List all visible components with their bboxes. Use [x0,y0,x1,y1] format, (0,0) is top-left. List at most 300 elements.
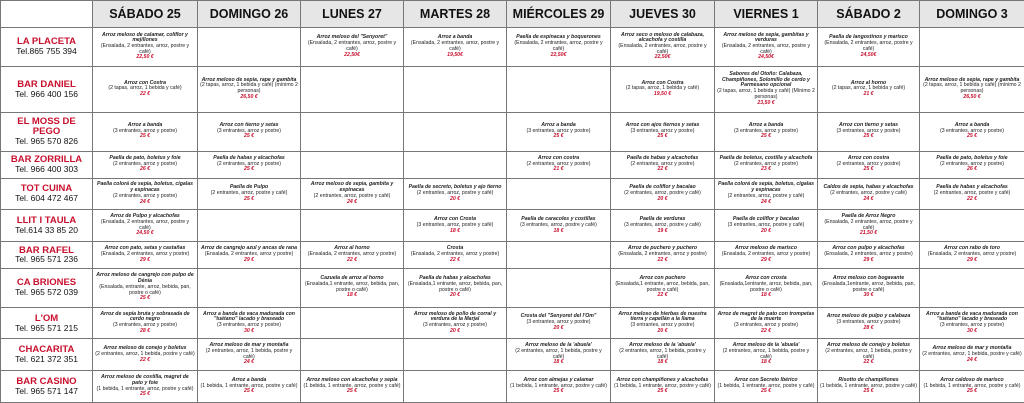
menu-dish: Arroz con pulpo y alcachofas [832,245,905,252]
menu-price: 22 € [863,359,874,366]
menu-price: 23 € [760,166,772,173]
menu-cell [611,339,715,371]
menu-details: (2 tapas, arroz, 1 bebida y café) [625,85,700,92]
restaurant-cell [1,339,93,371]
menu-cell [818,66,920,112]
corner-cell [1,1,93,28]
menu-cell [818,339,920,371]
menu-price: 20 € [449,195,461,202]
restaurant-cell [1,242,93,269]
menu-dish: Arroz meloso de conejo y boletus [103,345,187,352]
menu-details: (2 entrantes, arroz, 1 bebida, postre y café) [922,350,1022,357]
menu-cell [301,339,404,371]
menu-dish: Arroz a banda [231,376,267,383]
menu-cell [93,242,198,269]
menu-cell [611,66,715,112]
menu-details: (3 entrantes, arroz y postre) [630,322,695,329]
restaurant-phone: Tel.614 33 85 20 [15,225,78,236]
menu-cell [301,242,404,269]
menu-details: (1 bebida, 1 entrante, arroz, postre y café) [96,385,194,392]
restaurant-row [1,242,1024,269]
menu-details: (3 entrantes, arroz, postre y café) [520,221,597,228]
menu-dish: Arroz con crosta [745,275,787,282]
menu-price: 25 € [139,295,151,302]
menu-cell [920,307,1024,339]
restaurant-name: BAR RAFEL [19,244,74,256]
menu-cell [920,242,1024,269]
day-header: MARTES 28 [404,1,507,28]
menu-dish: Arroz meloso de mar y montaña [932,345,1012,352]
menu-details: (3 entrantes, arroz y postre) [526,127,591,134]
menu-details: (3 entrantes, arroz y postre) [836,127,901,134]
menu-dish: Arroz meloso con bogavante [832,275,905,282]
menu-price: 25 € [243,388,255,395]
menu-dish: Paella de habas y alcachofas [626,155,699,161]
restaurant-row [1,210,1024,242]
restaurant-row [1,371,1024,403]
restaurant-phone: Tel. 965 571 236 [15,254,78,265]
menu-dish: Arroz de puchero y puchero [627,245,698,252]
menu-cell [715,66,818,112]
menu-details: (3 entrantes, arroz y postre) [422,322,487,329]
menu-details: (2 tapas, arroz, 1 bebida y café) [831,85,906,92]
menu-price: 26,50 € [963,93,981,100]
menu-dish: Arroz con Secreto Ibérico [734,376,798,383]
menu-price: 18 € [760,292,772,299]
menu-dish: Arroz meloso de conejo y boletus [826,342,910,349]
menu-cell [198,371,301,403]
menu-price: 22 € [657,166,668,173]
menu-cell [93,66,198,112]
menu-dish: Arroz con almejas y calamar [523,376,594,383]
menu-details: (Ensalada,1entrante, arroz, bebida, pan, postre o café) [822,281,915,293]
menu-cell [507,28,611,67]
menu-dish: Arroz meloso del "Senyoret" [316,34,388,41]
menu-cell [715,28,818,67]
menu-price: 24,50€ [758,54,774,61]
restaurant-row [1,28,1024,67]
restaurant-cell [1,151,93,178]
restaurant-cell [1,178,93,210]
menu-dish: Arroz de magret de pato con trompetas de la muerte [717,310,815,323]
menu-price: 22 € [449,256,461,263]
menu-cell [611,28,715,67]
menu-dish: Paella colorá de sepia, boletus, cigalas y espinacas [96,181,193,194]
menu-details: (3 entrantes, arroz y postre) [216,322,281,329]
menu-dish: Paella de secreto, boletus y ajo tierno [408,184,502,191]
menu-cell [818,151,920,178]
menu-details: (2 entrantes, arroz, postre y café) [933,190,1011,197]
menu-price: 24 € [346,198,358,205]
menu-cell [611,151,715,178]
menu-cell [818,268,920,307]
menu-details: (1 bebida, 1 entrante, arroz, postre y café) [923,382,1021,389]
menu-dish: Arroz con pato, setas y castañas [104,245,186,252]
menu-price: 24 € [863,195,874,202]
menu-dish: Paella de verduras [639,216,686,223]
menu-price: 26 € [139,166,151,173]
menu-details: (3 entrantes, arroz y postre) [733,322,798,329]
menu-details: (3 entrantes, arroz y postre) [216,127,281,134]
menu-cell [611,371,715,403]
restaurant-name: CHACARITA [18,344,75,356]
menu-price: 24,50€ [860,51,877,58]
menu-price: 23,50 € [757,99,775,106]
menu-cell [93,28,198,67]
menu-cell [198,178,301,210]
menu-cell [920,339,1024,371]
menu-details: (2 entrantes, arroz y postre) [733,160,798,167]
menu-dish: Arroz con tierno y setas [219,122,279,129]
menu-cell [404,151,507,178]
menu-cell [920,268,1024,307]
menu-price: 22,50€ [550,51,567,58]
menu-dish: Paella colorá de sepia, boletus, cigalas y espinacas [717,181,814,194]
menu-details: (3 entrantes, arroz y postre) [733,127,798,134]
restaurant-row [1,66,1024,112]
menu-price: 24 € [966,356,978,363]
menu-price: 25 € [760,388,772,395]
menu-cell [93,151,198,178]
day-header: JUEVES 30 [611,1,715,28]
menu-cell [507,66,611,112]
menu-price: 20 € [657,195,668,202]
menu-dish: Arroz a banda de vaca madurada con "tuétano" lacado y braseado [926,310,1018,323]
restaurant-phone: Tel. 966 400 156 [15,88,78,99]
menu-details: (2 entrantes, arroz, 1 bebida, postre y café) [619,348,706,360]
menu-price: 25 € [966,388,978,395]
menu-cell [507,339,611,371]
menu-details: (2 entrantes, arroz y postre) [216,160,281,167]
menu-details: (3 entrantes, arroz y postre) [939,322,1004,329]
menu-details: (2 tapas, arroz, 1 bebida y café) (mínimo 2 personas) [923,82,1021,95]
menu-cell [507,307,611,339]
menu-dish: Paella de langostinos y marisco [829,34,908,41]
menu-cell [93,210,198,242]
menu-dish: Arroz meloso de sepia, gambitas y verduras [723,31,809,44]
menu-price: 22 € [346,256,358,263]
menu-cell [301,28,404,67]
menu-cell [715,307,818,339]
menu-cell [404,66,507,112]
menu-price: 20 € [553,324,564,331]
menu-details: (2 entrantes, arroz, postre y café) [830,190,907,197]
menu-cell [920,371,1024,403]
restaurant-row [1,307,1024,339]
menu-price: 22 € [657,256,668,263]
menu-cell [611,268,715,307]
menu-dish: Arroz meloso de marisco [735,245,797,252]
menu-dish: Arroz caldoso de marisco [940,376,1004,383]
menu-details: (Ensalada, 2 entrantes, arroz y postre) [410,251,500,258]
menu-cell [404,112,507,151]
menu-cell [507,242,611,269]
restaurant-row [1,178,1024,210]
menu-cell [198,210,301,242]
menu-price: 28 € [139,327,151,334]
restaurant-name: LA PLACETA [16,36,77,48]
menu-dish: Arroz a banda [748,122,784,129]
day-header: SÁBADO 2 [818,1,920,28]
menu-details: (2 entrantes, arroz, 1 bebida, postre y café) [825,348,912,360]
menu-dish: Arroz con puchero [639,275,686,282]
menu-price: 30 € [243,327,255,334]
menu-dish: Paella de boletus, costilla y alcachofa [719,155,813,161]
menu-price: 22,50€ [344,51,360,58]
restaurant-name: LLIT I TAULA [16,215,77,227]
menu-cell [198,339,301,371]
menu-price: 25 € [243,166,255,173]
menu-details: (2 entrantes, arroz, postre y café) [416,190,494,197]
menu-cell [404,371,507,403]
menu-dish: Paella de habas y alcachofas [419,275,491,282]
menu-price: 25 € [863,166,874,173]
menu-price: 19,50€ [447,51,463,58]
menu-details: (2 entrantes, arroz, 1 bebida, postre y café) [515,348,602,360]
menu-cell [611,210,715,242]
menu-details: (Ensalada, 2 entrantes, arroz, postre y café) [721,43,811,55]
day-header: DOMINGO 3 [920,1,1024,28]
menu-details: (Ensalada, 2 entrantes, arroz y postre) [307,251,397,258]
menu-details: (3 entrantes, arroz, postre y café) [416,221,494,228]
menu-dish: Arroz con ajos tiernos y setas [625,122,700,129]
menu-cell [198,112,301,151]
menu-cell [198,151,301,178]
menu-price: 21 € [863,91,874,98]
menu-cell [920,210,1024,242]
menu-dish: Arroz con tierno y setas [838,122,899,129]
menu-dish: Arroz meloso con alcachofas y sepia [306,376,398,383]
menu-cell [507,151,611,178]
menu-details: (Ensalada, 2 entrantes, arroz, postre y café) [618,43,707,55]
menu-details: (2 entrantes, arroz, 1 bebida, postre y café) [205,348,293,360]
menu-dish: Risotto de champiñones [838,376,899,383]
menu-dish: Arroz con champiñones y alcachofas [616,376,709,383]
menu-price: 21 € [553,166,564,173]
menu-details: (2 entrantes, arroz, postre y café) [624,190,701,197]
menu-details: (2 entrantes, arroz, postre y café) [210,190,288,197]
day-header: MIÉRCOLES 29 [507,1,611,28]
day-header: SÁBADO 25 [93,1,198,28]
menu-dish: Arroz seco o meloso de calabaza, alcachofa y costilla [620,31,705,44]
menu-cell [818,307,920,339]
menu-cell [920,151,1024,178]
menu-dish: Arroz a banda [127,122,163,129]
menu-details: (3 entrantes, arroz y postre) [836,319,901,326]
restaurant-cell [1,28,93,67]
restaurant-cell [1,268,93,307]
menu-price: 22,50 € [136,54,154,61]
menu-details: (Ensalada, 2 entrantes, arroz y postre) [927,251,1017,258]
menu-dish: Arroz meloso de sepia, gambita y espinacas [310,181,394,194]
menu-details: (3 entrantes, arroz, postre y café) [624,221,701,228]
menu-price: 22 € [139,356,151,363]
menu-details: (Ensalada, 2 entrantes, arroz, postre y café) [824,218,913,231]
menu-cell [611,307,715,339]
menu-details: (2 entrantes, arroz y postre) [630,160,695,167]
menu-details: (Ensalada,1 entrante, arroz, bebida, pan, postre o café) [615,281,710,293]
menu-cell [404,210,507,242]
restaurant-phone: Tel. 621 372 351 [15,354,78,365]
restaurant-phone: Tel. 965 571 147 [15,386,78,397]
menu-price: 19 € [657,227,668,234]
menu-cell [301,210,404,242]
menu-cell [611,112,715,151]
menu-cell [611,178,715,210]
menu-dish: Arroz meloso de hierbas de nuestra tierra y capellán a la llama [618,310,707,323]
menu-price: 29 € [243,256,255,263]
menu-price: 25 € [657,133,668,140]
menu-details: (2 entrantes, arroz y postre) [112,160,177,167]
menu-dish: Caldos de sepia, habas y alcachofas [823,184,914,191]
menu-dish: Arroz a banda [954,122,990,129]
menu-price: 18 € [657,359,668,366]
menu-cell [920,28,1024,67]
menu-cell [818,371,920,403]
restaurant-row [1,339,1024,371]
menu-details: (Ensalada,1 entrante, arroz, bebida, pan, postre o café) [407,281,503,293]
menu-dish: Paella de pato, boletus y foie [936,155,1008,161]
menu-dish: Paella de caracoles y costillas [521,216,596,223]
menu-cell [198,242,301,269]
menu-dish: Paella de habas y alcachofas [213,155,285,161]
menu-dish: Arroz meloso de la 'abuela' [525,342,592,349]
menu-cell [715,210,818,242]
menu-price: 18 € [553,359,564,366]
menu-price: 25 € [243,133,255,140]
menu-price: 24 € [760,198,772,205]
menu-dish: Arroz con rabo de toro [944,245,1000,252]
menu-dish: Crosta del "Senyoret del l'Om" [520,313,597,320]
menu-dish: Arroz con Costra [123,79,167,86]
menu-cell [507,371,611,403]
menu-details: (Ensalada, 2 entrantes, arroz y postre) [100,251,190,258]
menu-details: (1 bebida, 1 entrante, arroz, postre y café) [820,382,917,389]
menu-cell [93,371,198,403]
menu-dish: Cazuela de arroz al horno [320,275,384,282]
restaurant-name: EL MOSS DE PEGO [17,116,76,138]
menu-details: (Ensalada, 2 entrantes, arroz, postre y café) [100,218,190,231]
restaurant-phone: Tel. 966 400 303 [15,164,78,175]
menu-dish: Arroz de cangrejo azul y ancas de rana [200,245,297,252]
restaurant-phone: Tel.865 755 394 [16,46,77,57]
menu-details: (1 bebida, 1 entrante, arroz, postre y café) [200,382,298,389]
menu-details: (3 entrantes, arroz y postre) [112,322,177,329]
menu-dish: Arroz a banda [437,34,473,41]
menu-dish: Arroz meloso de la 'abuela' [629,342,696,349]
restaurant-row [1,112,1024,151]
menu-details: (1 bebida, 1 entrante, arroz, postre y café) [614,382,711,389]
menu-dish: Arroz meloso de pollo de corral y verdura de la Marjal [413,310,497,323]
menu-details: (3 entrantes, arroz, postre y café) [727,221,805,228]
menu-details: (3 entrantes, arroz y postre) [112,127,177,134]
menu-cell [301,178,404,210]
menu-dish: Arroz meloso de mar y montaña [209,342,289,349]
menu-dish: Paella de Pulpo [229,184,269,191]
menu-dish: Arroz con Costra [641,79,684,86]
restaurant-name: BAR ZORRILLA [10,154,83,166]
menu-details: (3 entrantes, arroz y postre) [526,319,591,326]
menu-price: 30 € [863,292,874,299]
menu-cell [920,112,1024,151]
menu-price: 30 € [966,327,978,334]
menu-price: 25 € [553,133,564,140]
menu-price: 19,50 € [653,91,672,98]
menu-details: (2 entrantes, arroz, 1 bebida, postre y café) [95,350,195,357]
menu-cell [93,339,198,371]
menu-price: 20 € [449,292,461,299]
menu-details: (2 entrantes, arroz y postre) [112,192,177,199]
menu-details: (2 entrantes, arroz, postre y café) [727,192,805,199]
menu-dish: Paella de coliflor y bacalao [629,184,696,191]
menu-price: 24 € [139,198,151,205]
menu-cell [198,28,301,67]
restaurant-name: CA BRIONES [16,277,77,289]
menu-dish: Arroz meloso de pulpo y calabaza [826,313,911,320]
menu-cell [715,151,818,178]
menu-cell [301,268,404,307]
menu-dish: Arroz meloso de cangrejo con pulpo de Dénia [96,272,194,285]
restaurant-row [1,268,1024,307]
menu-cell [507,268,611,307]
menu-price: 26,50 € [240,93,258,100]
menu-price: 18 € [449,227,461,234]
restaurant-cell [1,112,93,151]
day-header: DOMINGO 26 [198,1,301,28]
menu-cell [404,28,507,67]
menu-price: 25 € [863,133,874,140]
menu-price: 24 € [243,359,255,366]
menu-price: 18 € [346,292,358,299]
menu-price: 25 € [760,133,772,140]
menu-cell [507,112,611,151]
menu-details: (Ensalada, 2 entrantes, arroz, postre y café) [824,40,913,52]
menu-details: (Ensalada, 2 entrantes, arroz y postre) [824,251,913,258]
menu-dish: Arroz al horno [850,79,887,86]
menu-cell [404,242,507,269]
menu-cell [818,28,920,67]
menu-cell [715,339,818,371]
menu-cell [818,178,920,210]
menu-cell [93,178,198,210]
restaurant-phone: Tel. 965 571 215 [15,322,78,333]
menu-price: 18 € [553,227,564,234]
menu-dish: Arroz meloso de la 'abuela' [732,342,800,349]
menu-dish: Arroz al horno [334,245,370,252]
day-header: VIERNES 1 [715,1,818,28]
restaurant-cell [1,371,93,403]
menu-dish: Arroz con Crosta [433,216,477,223]
menu-dish: Arroz meloso de costilla, magret de pato y foie [101,374,189,386]
menu-details: (2 entrantes, arroz, postre y café) [313,192,391,199]
menu-details: (Ensalada, 2 entrantes, arroz, postre y café) [410,40,500,52]
menu-cell [507,210,611,242]
menu-price: 29 € [966,256,978,263]
restaurant-cell [1,210,93,242]
menu-price: 26 € [966,166,978,173]
menu-details: (2 entrantes, arroz, 1 bebida, postre y café) [722,348,810,360]
menu-dish: Paella de espinacas y boquerones [516,34,601,41]
restaurant-cell [1,307,93,339]
restaurant-cell [1,66,93,112]
menu-details: (Ensalada, 2 entrantes, arroz y postre) [721,251,811,258]
menu-details: (1 bebida, 1 entrante, arroz, postre y café) [717,382,815,389]
menu-details: (2 tapas, arroz, 1 bebida y café) (mínimo 2 personas) [200,82,298,95]
menu-cell [198,307,301,339]
menu-cell [198,66,301,112]
menu-price: 20 € [760,227,772,234]
menu-price: 25 € [243,195,255,202]
